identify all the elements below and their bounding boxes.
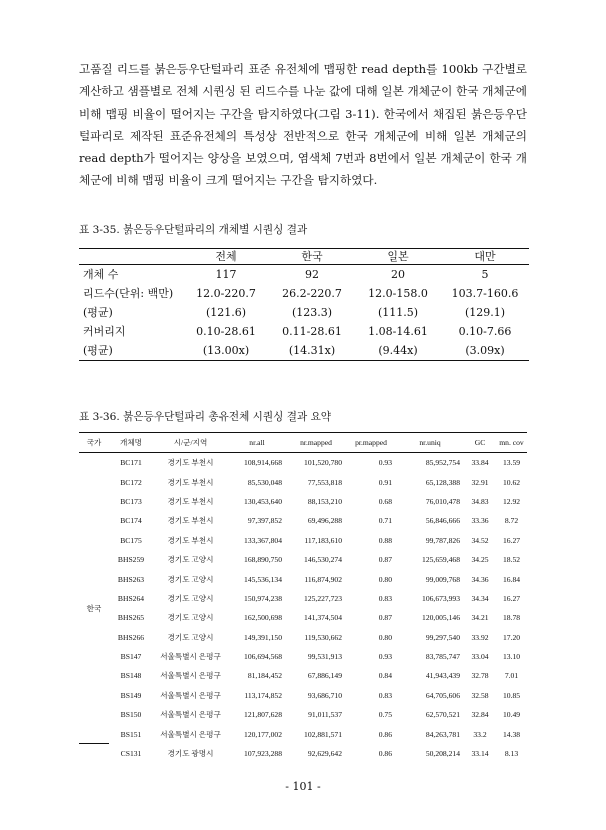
table-cell: 88,153,210 [307,496,342,506]
table-row [79,284,529,303]
table-cell: 103.7-160.6 [451,287,519,300]
table-row [79,666,527,685]
table-cell: 서울특별시 은평구 [160,671,221,681]
table-cell: (111.5) [377,306,419,319]
table-35-header: 한국 [269,249,355,265]
table-cell: 120,005,146 [422,613,460,623]
table-cell: 0.83 [378,690,392,700]
table-cell: 65,128,388 [425,477,460,487]
table-36-header: 시/군/지역 [153,433,228,453]
table-row [79,647,527,666]
table-cell: (3.09x) [441,341,529,361]
table-cell: 141,374,504 [304,613,342,623]
table-cell: BS149 [120,690,142,700]
table-cell: 99,787,826 [425,535,460,545]
table-cell: 99,009,768 [425,574,460,584]
table-cell: 0.71 [378,516,392,526]
table-cell: BHS264 [117,593,145,603]
table-cell: 32.78 [471,671,489,681]
table-36-header: nr.uniq [396,433,464,453]
table-cell: 5 [481,268,489,281]
row-label: 커버리지 [83,325,126,338]
table-35-header-row [79,249,529,265]
table-cell: 125,227,723 [304,593,342,603]
table-cell: 0.84 [378,671,392,681]
row-label: (평균) [83,306,113,319]
table-row [79,724,527,743]
table-row [79,453,527,473]
table-cell: 0.86 [378,729,392,739]
table-cell: 107,923,288 [244,749,282,759]
table-cell: 91,011,537 [308,710,342,720]
table-cell: 16.27 [502,535,521,545]
row-label: (평균) [79,341,183,361]
table-row [79,744,527,763]
table-cell: 117,183,610 [304,535,342,545]
table-cell: 경기도 부천시 [167,516,214,526]
table-cell: 경기도 광명시 [167,749,214,759]
table-cell: 0.11-28.61 [282,325,342,338]
table-cell: 117 [215,268,237,281]
table-cell: 41,943,439 [425,671,460,681]
country-cell: 한국 [86,603,102,613]
footer-rule [79,743,109,744]
table-cell: 8.72 [504,516,519,526]
table-36-header: mn. cov [496,433,527,453]
table-cell: 0.87 [378,613,392,623]
table-row [79,550,527,569]
table-cell: 32.58 [471,690,489,700]
table-cell: 162,500,698 [244,613,282,623]
table-cell: 34.83 [471,496,489,506]
table-cell: (14.31x) [269,341,355,361]
table-36-header: 국가 [79,433,109,453]
table-cell: 0.75 [378,710,392,720]
table-cell: 97,397,852 [247,516,282,526]
table-cell: 경기도 고양시 [167,593,214,603]
table-35 [79,248,529,361]
table-cell: 12.92 [502,496,521,506]
table-cell: 경기도 고양시 [167,555,214,565]
table-cell: 12.0-158.0 [368,287,428,300]
table-row [79,511,527,530]
table-cell: 0.10-28.61 [196,325,256,338]
table-cell: 0.88 [378,535,392,545]
table-cell: 56,846,666 [425,516,460,526]
table-row [79,472,527,491]
table-cell: BC173 [120,496,142,506]
table-cell: 17.20 [502,632,521,642]
table-cell: 85,530,048 [247,477,282,487]
table-row [79,705,527,724]
table-cell: 64,705,606 [425,690,460,700]
table-cell: 13.59 [502,458,521,468]
table-cell: 133,367,804 [244,535,282,545]
table-cell: BHS263 [117,574,145,584]
table-35-header: 일본 [355,249,441,265]
table-cell: (9.44x) [355,341,441,361]
table-cell: 경기도 부천시 [167,458,214,468]
table-cell: 33.92 [471,632,489,642]
table-35-caption: 표 3-35. 붉은등우단털파리의 개체별 시퀀싱 결과 [79,224,308,236]
table-36-header: GC [464,433,496,453]
table-cell: BS150 [120,710,142,720]
table-cell: 서울특별시 은평구 [160,690,221,700]
table-cell: 0.10-7.66 [458,325,512,338]
table-cell: 16.84 [502,574,521,584]
table-cell: (129.1) [464,306,506,319]
table-cell: 경기도 고양시 [167,613,214,623]
table-cell: 106,673,993 [422,593,460,603]
row-label: 개체 수 [83,268,119,281]
table-cell: 83,785,747 [425,652,460,662]
table-row [79,608,527,627]
table-cell: 26.2-220.7 [282,287,342,300]
table-cell: 0.91 [378,477,392,487]
table-cell: 0.68 [378,496,392,506]
page-number: - 101 - [285,780,321,793]
table-row [79,341,529,361]
table-cell: 10.62 [502,477,521,487]
table-36-header: pr.mapped [346,433,396,453]
table-cell: 168,890,750 [244,555,282,565]
table-cell: 34.21 [471,613,489,623]
table-cell: 99,297,540 [425,632,460,642]
table-36-header: nr.mapped [286,433,346,453]
table-36-header: 개체명 [109,433,153,453]
table-cell: 20 [391,268,405,281]
table-36-header: nr.all [228,433,286,453]
table-cell: 81,184,452 [247,671,282,681]
table-row [79,628,527,647]
table-row [79,492,527,511]
table-cell: 32.84 [471,710,489,720]
table-cell: 14.38 [502,729,521,739]
table-cell: 92 [305,268,319,281]
table-cell: BS148 [120,671,142,681]
table-row [79,589,527,608]
table-cell: 10.85 [502,690,521,700]
table-cell: 84,263,781 [425,729,460,739]
table-cell: BHS265 [117,613,145,623]
table-cell: BC172 [120,477,142,487]
table-cell: BS147 [120,652,142,662]
table-cell: 120,177,002 [244,729,282,739]
table-cell: 34.25 [471,555,489,565]
table-cell: 서울특별시 은평구 [160,710,221,720]
table-row [79,531,527,550]
table-cell: BHS266 [117,632,145,642]
table-cell: 경기도 고양시 [167,574,214,584]
table-cell: 12.0-220.7 [196,287,256,300]
table-cell: 0.80 [378,632,392,642]
table-cell: 서울특별시 은평구 [160,729,221,739]
body-paragraph: 고품질 리드를 붉은등우단털파리 표준 유전체에 맵핑한 read depth를 100kb 구간별로 계산하고 샘플별로 전체 시퀀싱 된 리드수를 나눈 값에 대해 일본 개체군이 한국 개체군에 비해 맵핑 비율이 떨어지는 구간을 탐지하였다(그림 3-11). 한국에서 채집된 붉은등우단털파리로 제작된 표준유전체의 특성상 전반적으로 한국 개체군에 비해 일본 개체군의 read depth가 떨어지는 양상을 보였으며, 염색체 7번과 8번에서 일본 개체군이 한국 개체군에 비해 맵핑 비율이 크게 떨어지는 구간을 탐지하였다. [79,62,527,188]
table-cell: 99,531,913 [307,652,342,662]
table-cell: 69,496,288 [307,516,342,526]
table-cell: 108,914,668 [244,458,282,468]
table-cell: 경기도 부천시 [167,477,214,487]
table-cell: 33.14 [471,749,489,759]
table-cell: BC171 [120,458,142,468]
table-cell: 18.52 [502,555,521,565]
table-row [79,303,529,322]
table-cell: 34.34 [471,593,489,603]
table-cell: 50,208,214 [425,749,460,759]
table-cell: 149,391,150 [244,632,282,642]
table-cell: BHS259 [117,555,145,565]
table-cell: 8.13 [504,749,519,759]
table-row [79,686,527,705]
table-36-caption: 표 3-36. 붉은등우단털파리 총유전체 시퀀싱 결과 요약 [79,411,332,423]
table-cell: 경기도 부천시 [167,496,214,506]
table-cell: 34.36 [471,574,489,584]
table-cell: 서울특별시 은평구 [160,652,221,662]
table-cell: 33.04 [471,652,489,662]
table-cell: 130,453,640 [244,496,282,506]
table-cell: 33.84 [471,458,489,468]
table-cell: 62,570,521 [425,710,460,720]
table-cell: 16.27 [502,593,521,603]
table-cell: 34.52 [471,535,489,545]
table-row [79,322,529,341]
table-35-header [79,249,183,265]
table-cell: 145,536,134 [244,574,282,584]
table-cell: 10.49 [502,710,521,720]
table-cell: 13.10 [502,652,521,662]
table-cell: 0.87 [378,555,392,565]
table-cell: CS131 [120,749,142,759]
table-cell: 33.2 [473,729,487,739]
table-cell: 146,530,274 [304,555,342,565]
table-cell: 0.93 [378,652,392,662]
table-cell: 0.80 [378,574,392,584]
table-cell: (13.00x) [183,341,269,361]
table-cell: 113,174,852 [244,690,282,700]
table-cell: 125,659,468 [422,555,460,565]
table-cell: 33.36 [471,516,489,526]
table-cell: 76,010,478 [425,496,460,506]
table-36-header-row [79,433,527,453]
table-cell: 92,629,642 [307,749,342,759]
table-cell: 경기도 고양시 [167,632,214,642]
table-cell: 93,686,710 [307,690,342,700]
table-cell: 0.86 [378,749,392,759]
table-36 [79,432,527,763]
table-cell: BC174 [120,516,142,526]
table-cell: 1.08-14.61 [368,325,428,338]
row-label: 리드수(단위: 백만) [83,287,174,300]
table-row [79,569,527,588]
table-cell: 116,874,902 [304,574,342,584]
table-cell: 102,881,571 [304,729,342,739]
table-cell: 85,952,754 [425,458,460,468]
table-cell: 101,520,780 [304,458,342,468]
table-cell: 67,886,149 [307,671,342,681]
table-35-header: 대만 [441,249,529,265]
table-cell: 0.93 [378,458,392,468]
table-cell: 77,553,818 [307,477,342,487]
table-cell: 119,530,662 [304,632,342,642]
table-cell: 121,807,628 [244,710,282,720]
table-cell: 150,974,238 [244,593,282,603]
table-cell: BC175 [120,535,142,545]
table-cell: (121.6) [205,306,247,319]
table-cell: 0.83 [378,593,392,603]
table-35-header: 전체 [183,249,269,265]
table-cell: 18.78 [502,613,521,623]
table-row [79,265,529,285]
table-cell: 7.01 [504,671,519,681]
table-cell: 106,694,568 [244,652,282,662]
table-cell: 32.91 [471,477,489,487]
table-cell: (123.3) [291,306,333,319]
table-cell: 경기도 부천시 [167,535,214,545]
table-cell: BS151 [120,729,142,739]
